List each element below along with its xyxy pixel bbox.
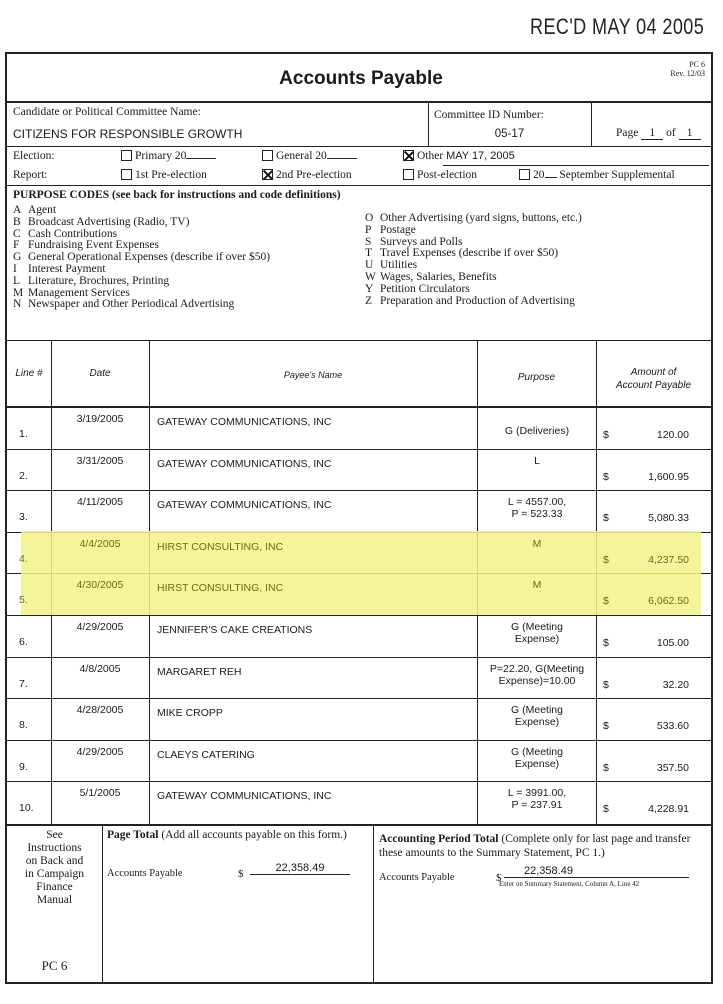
purpose-code-letter: C <box>13 227 21 240</box>
accounts-payable-form <box>5 52 713 984</box>
payee-cell[interactable]: GATEWAY COMMUNICATIONS, INC <box>157 499 332 512</box>
checked-box-icon <box>262 169 273 180</box>
line-number: 2. <box>19 469 28 482</box>
received-date-stamp: REC'D MAY 04 2005 <box>530 14 705 39</box>
purpose-code-letter: T <box>365 247 373 260</box>
amount-cell[interactable]: 5,080.33 <box>648 512 689 525</box>
second-pre-election-checkbox[interactable] <box>262 169 352 181</box>
column-header-line: Line # <box>15 368 43 379</box>
line-number: 4. <box>19 552 28 565</box>
purpose-line1: L = 4557.00, <box>507 496 567 509</box>
table-row <box>7 491 711 533</box>
divider <box>102 824 103 984</box>
dollar-sign: $ <box>603 803 609 816</box>
purpose-codes-title: PURPOSE CODES (see back for instructions and code definitions) <box>13 189 341 201</box>
instructions-line: Instructions <box>27 842 82 854</box>
first-pre-election-checkbox[interactable] <box>121 169 207 181</box>
purpose-code-letter: G <box>13 251 22 264</box>
checkbox-icon <box>262 150 273 161</box>
amount-header-line2: Account Payable <box>615 380 692 391</box>
divider <box>7 101 711 103</box>
purpose-cell[interactable] <box>478 704 596 728</box>
amount-cell[interactable]: 6,062.50 <box>648 595 689 608</box>
purpose-code-label: Interest Payment <box>28 262 106 275</box>
footer-form-code: PC 6 <box>41 958 68 973</box>
purpose-line2: P = 523.33 <box>511 508 563 521</box>
instructions-line: Finance <box>36 881 73 893</box>
payee-cell[interactable]: GATEWAY COMMUNICATIONS, INC <box>157 790 332 803</box>
page-total-heading <box>107 829 367 842</box>
instructions-line: See <box>46 829 63 841</box>
report-label: Report: <box>13 169 48 181</box>
dollar-sign: $ <box>603 595 609 608</box>
checkbox-icon <box>403 169 414 180</box>
payee-cell[interactable]: HIRST CONSULTING, INC <box>157 540 284 553</box>
line-number: 9. <box>19 760 28 773</box>
other-election-date[interactable]: MAY 17, 2005 <box>446 150 515 162</box>
page-total-title: Page Total <box>107 829 159 841</box>
purpose-line1: M <box>532 537 542 550</box>
september-label: September Supplemental <box>559 169 675 181</box>
dollar-sign: $ <box>603 720 609 733</box>
dollar-sign: $ <box>603 761 609 774</box>
september-prefix: 20 <box>533 169 545 181</box>
table-row <box>7 574 711 616</box>
table-row <box>7 699 711 741</box>
period-total-accounts-payable[interactable]: 22,358.49 <box>504 865 689 878</box>
purpose-code-label: Surveys and Polls <box>380 235 463 248</box>
purpose-code-item <box>365 296 582 308</box>
purpose-line1: L = 3991.00, <box>507 787 567 800</box>
purpose-code-label: General Operational Expenses (describe if over $50) <box>28 251 271 264</box>
primary-checkbox[interactable] <box>121 150 216 162</box>
purpose-line2: Expense) <box>514 757 560 770</box>
committee-id-field[interactable]: 05-17 <box>494 128 525 140</box>
purpose-cell[interactable] <box>478 663 596 687</box>
purpose-code-letter: O <box>365 212 374 224</box>
page-total-label: Accounts Payable <box>107 868 183 879</box>
amount-cell[interactable]: 4,228.91 <box>648 803 689 816</box>
column-header-date: Date <box>89 368 111 379</box>
dollar-sign: $ <box>603 553 609 566</box>
date-cell[interactable]: 5/1/2005 <box>79 787 121 800</box>
period-total-label: Accounts Payable <box>379 872 455 883</box>
purpose-code-letter: I <box>13 262 17 275</box>
dollar-sign: $ <box>603 512 609 525</box>
form-title: Accounts Payable <box>279 68 443 89</box>
instructions-line: on Back and <box>25 855 84 867</box>
checkbox-icon <box>519 169 530 180</box>
payee-cell[interactable]: MARGARET REH <box>157 665 242 678</box>
checkbox-icon <box>121 169 132 180</box>
committee-name-label: Candidate or Political Committee Name: <box>13 106 201 118</box>
date-cell[interactable]: 4/29/2005 <box>76 745 124 758</box>
purpose-line2: Expense) <box>514 633 560 645</box>
purpose-line1: L <box>534 454 540 467</box>
purpose-line1: M <box>532 579 542 592</box>
column-header-payee: Payee's Name <box>283 370 343 380</box>
purpose-code-label: Other Advertising (yard signs, buttons, etc.) <box>380 212 582 224</box>
instructions-note <box>7 829 102 907</box>
period-total-note: (Complete only for last page and transfer these amounts to the Summary Statement, PC 1.) <box>379 833 691 859</box>
purpose-code-letter: Z <box>365 294 373 307</box>
checkbox-icon <box>121 150 132 161</box>
amount-cell[interactable]: 357.50 <box>656 761 689 774</box>
post-election-checkbox[interactable] <box>403 169 477 181</box>
line-number: 10. <box>19 802 34 815</box>
dollar-sign: $ <box>603 637 609 649</box>
date-cell[interactable]: 4/28/2005 <box>76 704 124 717</box>
dollar-sign: $ <box>603 678 609 691</box>
purpose-code-letter: W <box>365 270 376 283</box>
date-cell[interactable]: 4/11/2005 <box>77 496 123 509</box>
date-cell[interactable]: 4/4/2005 <box>79 537 121 550</box>
purpose-line2: Expense) <box>514 716 560 729</box>
divider <box>373 824 374 984</box>
purpose-code-letter: S <box>365 235 372 248</box>
column-header-amount <box>596 366 711 392</box>
line-number: 3. <box>19 511 28 524</box>
date-cell[interactable]: 4/29/2005 <box>76 621 124 633</box>
amount-cell[interactable]: 533.60 <box>656 720 689 733</box>
payee-cell[interactable]: MIKE CROPP <box>157 707 223 720</box>
page-total-accounts-payable[interactable]: 22,358.49 <box>250 862 350 875</box>
date-cell[interactable]: 4/8/2005 <box>79 662 121 675</box>
page-total-note: (Add all accounts payable on this form.) <box>158 829 347 841</box>
amount-cell[interactable]: 32.20 <box>662 678 689 691</box>
page-indicator <box>616 127 701 140</box>
divider <box>7 185 711 186</box>
instructions-line: Manual <box>36 894 73 906</box>
purpose-code-item <box>13 299 270 311</box>
other-checkbox[interactable] <box>403 150 515 162</box>
date-cell[interactable]: 3/19/2005 <box>76 413 124 425</box>
date-cell[interactable]: 3/31/2005 <box>76 454 124 467</box>
purpose-code-label: Wages, Salaries, Benefits <box>380 270 497 283</box>
divider <box>591 101 592 146</box>
purpose-code-letter: F <box>13 239 20 252</box>
divider <box>7 340 711 341</box>
page-label: Page <box>616 127 639 139</box>
purpose-code-letter: M <box>13 286 24 299</box>
september-supplemental-checkbox[interactable] <box>519 169 675 181</box>
purpose-code-label: Fundraising Event Expenses <box>28 239 159 252</box>
divider <box>443 165 709 166</box>
instructions-line: in Campaign <box>24 868 85 880</box>
purpose-cell[interactable] <box>478 579 596 591</box>
form-number <box>670 60 705 78</box>
amount-cell[interactable]: 1,600.95 <box>648 470 689 483</box>
purpose-cell[interactable] <box>478 621 596 645</box>
primary-label: Primary 20 <box>135 150 187 162</box>
checked-box-icon <box>403 150 414 161</box>
first-pre-election-label: 1st Pre-election <box>135 169 207 181</box>
purpose-line1: G (Deliveries) <box>504 425 570 437</box>
period-total-title: Accounting Period Total <box>379 833 499 845</box>
form-code: PC 6 <box>689 60 705 69</box>
purpose-cell[interactable] <box>478 787 596 811</box>
line-number: 6. <box>19 636 28 648</box>
purpose-line2: P = 237.91 <box>511 799 563 812</box>
other-label: Other <box>417 150 444 162</box>
table-row <box>7 533 711 575</box>
purpose-code-label: Postage <box>380 223 416 236</box>
table-row <box>7 616 711 658</box>
purpose-code-letter: A <box>13 204 22 216</box>
table-row <box>7 408 711 450</box>
payee-cell[interactable]: HIRST CONSULTING, INC <box>157 582 284 595</box>
purpose-code-label: Petition Circulators <box>380 282 470 295</box>
payee-cell[interactable]: JENNIFER'S CAKE CREATIONS <box>157 624 313 636</box>
general-label: General 20 <box>276 150 327 162</box>
purpose-code-label: Utilities <box>380 259 418 272</box>
purpose-codes-right <box>365 213 582 307</box>
table-row <box>7 658 711 700</box>
purpose-line2: Expense)=10.00 <box>498 674 576 687</box>
second-pre-election-label: 2nd Pre-election <box>276 169 352 181</box>
purpose-line1: G (Meeting <box>511 621 563 633</box>
amount-cell[interactable]: 4,237.50 <box>648 553 689 566</box>
purpose-code-label: Cash Contributions <box>28 227 118 240</box>
blank-line <box>186 158 216 159</box>
divider <box>7 146 711 147</box>
blank-line <box>327 158 357 159</box>
date-cell[interactable]: 4/30/2005 <box>76 579 124 592</box>
purpose-code-label: Agent <box>28 204 57 216</box>
of-label: of <box>666 127 676 139</box>
period-total-heading <box>379 832 709 860</box>
page-number[interactable]: 1 <box>641 127 663 140</box>
purpose-codes-left <box>13 205 270 311</box>
purpose-code-letter: P <box>365 223 372 236</box>
line-number: 7. <box>19 677 28 690</box>
payee-cell[interactable]: GATEWAY COMMUNICATIONS, INC <box>157 457 332 470</box>
page-total[interactable]: 1 <box>679 127 701 140</box>
purpose-code-letter: B <box>13 215 21 228</box>
purpose-code-letter: U <box>365 259 374 272</box>
form-revision: Rev. 12/03 <box>670 69 705 78</box>
purpose-code-label: Preparation and Production of Advertising <box>380 294 575 307</box>
election-label: Election: <box>13 150 55 162</box>
purpose-line1: P=22.20, G(Meeting <box>489 662 585 675</box>
purpose-cell[interactable] <box>478 425 596 437</box>
purpose-line1: G (Meeting <box>511 704 563 717</box>
purpose-cell[interactable] <box>478 538 596 550</box>
purpose-code-label: Management Services <box>28 286 130 299</box>
purpose-cell[interactable] <box>478 746 596 770</box>
dollar-sign: $ <box>603 470 609 483</box>
purpose-cell[interactable] <box>478 496 596 520</box>
payee-cell[interactable]: GATEWAY COMMUNICATIONS, INC <box>157 416 332 428</box>
table-row <box>7 782 711 824</box>
committee-id-label: Committee ID Number: <box>434 109 544 121</box>
purpose-code-letter: Y <box>365 282 374 295</box>
table-row <box>7 741 711 783</box>
purpose-code-label: Newspaper and Other Periodical Advertising <box>28 298 235 311</box>
amount-cell[interactable]: 105.00 <box>656 637 689 649</box>
column-header-purpose: Purpose <box>517 372 556 383</box>
period-total-hint: Enter on Summary Statement, Column A, Line 42 <box>499 880 640 888</box>
purpose-code-letter: L <box>13 274 21 287</box>
purpose-code-label: Travel Expenses (describe if over $50) <box>380 247 559 260</box>
purpose-code-label: Literature, Brochures, Printing <box>28 274 170 287</box>
table-row <box>7 450 711 492</box>
payee-cell[interactable]: CLAEYS CATERING <box>157 748 255 761</box>
line-number: 5. <box>19 594 28 607</box>
purpose-code-label: Broadcast Advertising (Radio, TV) <box>28 215 190 228</box>
dollar-sign: $ <box>496 872 502 884</box>
general-checkbox[interactable] <box>262 150 357 162</box>
post-election-label: Post-election <box>417 169 478 181</box>
line-number: 8. <box>19 719 28 732</box>
amount-header-line1: Amount of <box>630 367 677 378</box>
divider <box>7 824 711 826</box>
line-number: 1. <box>19 428 28 440</box>
purpose-cell[interactable] <box>478 455 596 467</box>
committee-name-field[interactable]: CITIZENS FOR RESPONSIBLE GROWTH <box>13 127 243 141</box>
blank-line <box>545 177 557 178</box>
purpose-code-letter: N <box>13 298 22 311</box>
dollar-sign: $ <box>238 868 244 880</box>
amount-cell[interactable]: 120.00 <box>656 429 689 441</box>
purpose-line1: G (Meeting <box>511 745 563 758</box>
dollar-sign: $ <box>603 429 609 441</box>
